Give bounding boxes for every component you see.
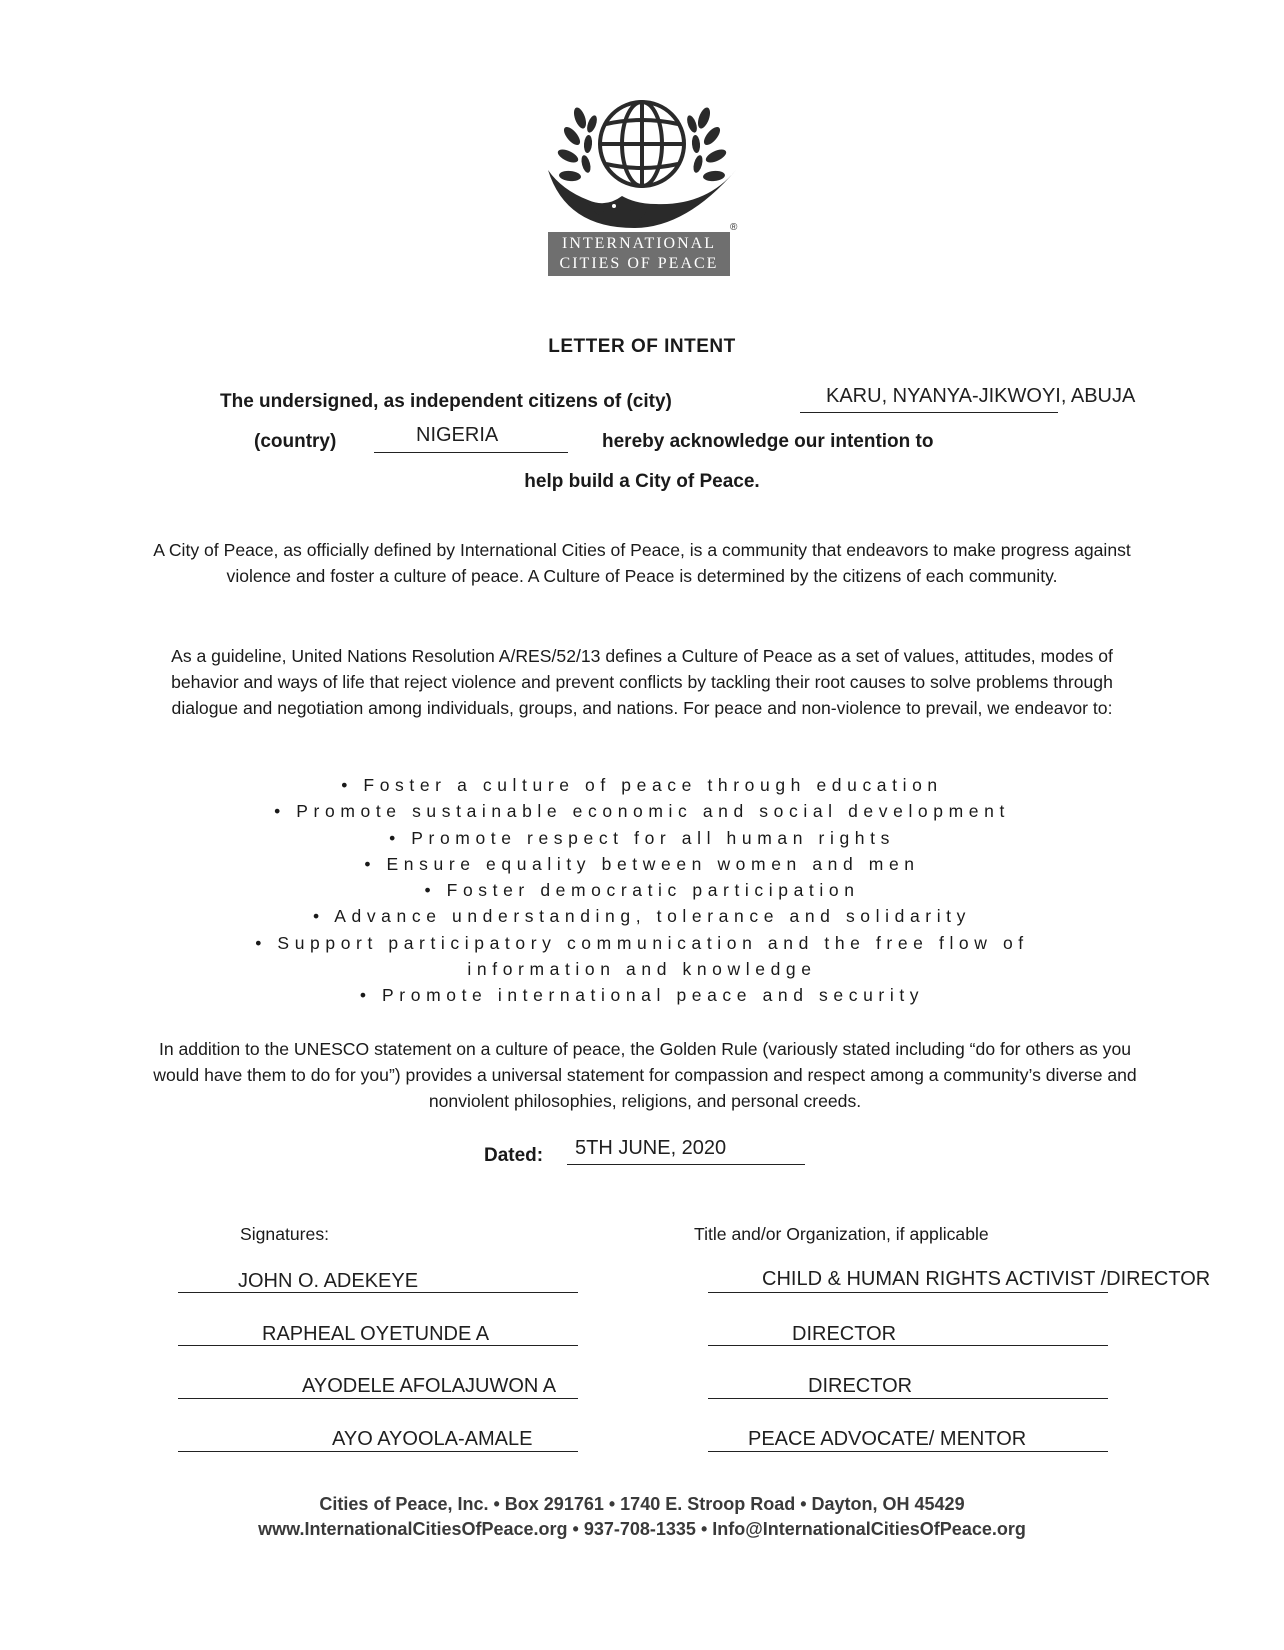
signature-line-2 — [178, 1345, 578, 1346]
list-item: • Promote international peace and security — [359, 985, 925, 1006]
list-item: • Support participatory communication and the free flow of — [255, 932, 1029, 953]
country-field: NIGERIA — [416, 424, 499, 446]
signature-title-3: DIRECTOR — [808, 1375, 913, 1397]
signature-line-1 — [178, 1292, 578, 1293]
signature-line-4 — [178, 1451, 578, 1452]
title-line-1 — [708, 1292, 1108, 1293]
city-field: KARU, NYANYA-JIKWOYI, ABUJA — [826, 385, 1136, 407]
intro-line-2-suffix: hereby acknowledge our intention to — [602, 431, 934, 452]
signatures-header: Signatures: — [240, 1224, 329, 1244]
page-title: LETTER OF INTENT — [548, 336, 736, 357]
logo-line-1: INTERNATIONAL — [562, 235, 716, 252]
dated-field: 5TH JUNE, 2020 — [575, 1137, 727, 1159]
country-underline — [374, 452, 568, 453]
golden-rule-paragraph: In addition to the UNESCO statement on a culture of peace, the Golden Rule (variously stated including “do for others as you would have them to do for you”) provides a universal statement for compassion and respect among a community’s diverse and nonviolent philosophies, religions, and personal creeds. — [153, 1039, 1137, 1111]
cities-of-peace-logo — [536, 78, 748, 278]
list-item: • Foster democratic participation — [424, 880, 860, 901]
title-org-header: Title and/or Organization, if applicable — [694, 1224, 989, 1244]
signature-name-1: JOHN O. ADEKEYE — [238, 1270, 419, 1292]
city-of-peace-definition: A City of Peace, as officially defined by International Cities of Peace, is a community that endeavors to make progress against violence and foster a culture of peace. A Culture of Peace is determined by the citizens of each community. — [153, 540, 1131, 586]
signature-name-2: RAPHEAL OYETUNDE A — [262, 1323, 490, 1345]
list-item: information and knowledge — [467, 959, 817, 980]
city-underline — [800, 412, 1058, 413]
list-item: • Promote respect for all human rights — [389, 827, 895, 848]
title-line-3 — [708, 1398, 1108, 1399]
signature-line-3 — [178, 1398, 578, 1399]
logo-nameplate — [548, 232, 730, 276]
dated-label: Dated: — [484, 1145, 544, 1166]
registered-mark: ® — [730, 222, 738, 233]
list-item: • Foster a culture of peace through education — [341, 775, 943, 795]
intro-line-3: help build a City of Peace. — [524, 471, 760, 492]
title-line-4 — [708, 1451, 1108, 1452]
dated-underline — [567, 1164, 805, 1165]
list-item: • Promote sustainable economic and social development — [274, 801, 1010, 822]
signature-title-4: PEACE ADVOCATE/ MENTOR — [748, 1428, 1027, 1450]
values-list — [180, 772, 1104, 1009]
signature-name-3: AYODELE AFOLAJUWON A — [302, 1375, 557, 1397]
logo-line-2: CITIES OF PEACE — [559, 255, 719, 272]
list-item: • Advance understanding, tolerance and solidarity — [313, 906, 971, 927]
title-line-2 — [708, 1345, 1108, 1346]
intro-line-1: The undersigned, as independent citizens of (city) — [220, 391, 672, 412]
footer-contact: www.InternationalCitiesOfPeace.org • 937-708-1335 • Info@InternationalCitiesOfPeace.org — [258, 1519, 1026, 1539]
signature-title-1: CHILD & HUMAN RIGHTS ACTIVIST /DIRECTOR — [762, 1268, 1211, 1290]
signature-title-2: DIRECTOR — [792, 1323, 897, 1345]
list-item: • Ensure equality between women and men — [364, 853, 920, 874]
country-label: (country) — [254, 431, 337, 452]
signature-name-4: AYO AYOOLA-AMALE — [332, 1428, 533, 1450]
footer-address: Cities of Peace, Inc. • Box 291761 • 1740 E. Stroop Road • Dayton, OH 45429 — [319, 1494, 965, 1514]
un-resolution-paragraph: As a guideline, United Nations Resolution A/RES/52/13 defines a Culture of Peace as a set of values, attitudes, modes of behavior and ways of life that reject violence and prevent conflicts by tackling their root causes to solve problems through dialogue and negotiation among individuals, groups, and nations. For peace and non-violence to prevail, we endeavor to: — [171, 646, 1113, 718]
